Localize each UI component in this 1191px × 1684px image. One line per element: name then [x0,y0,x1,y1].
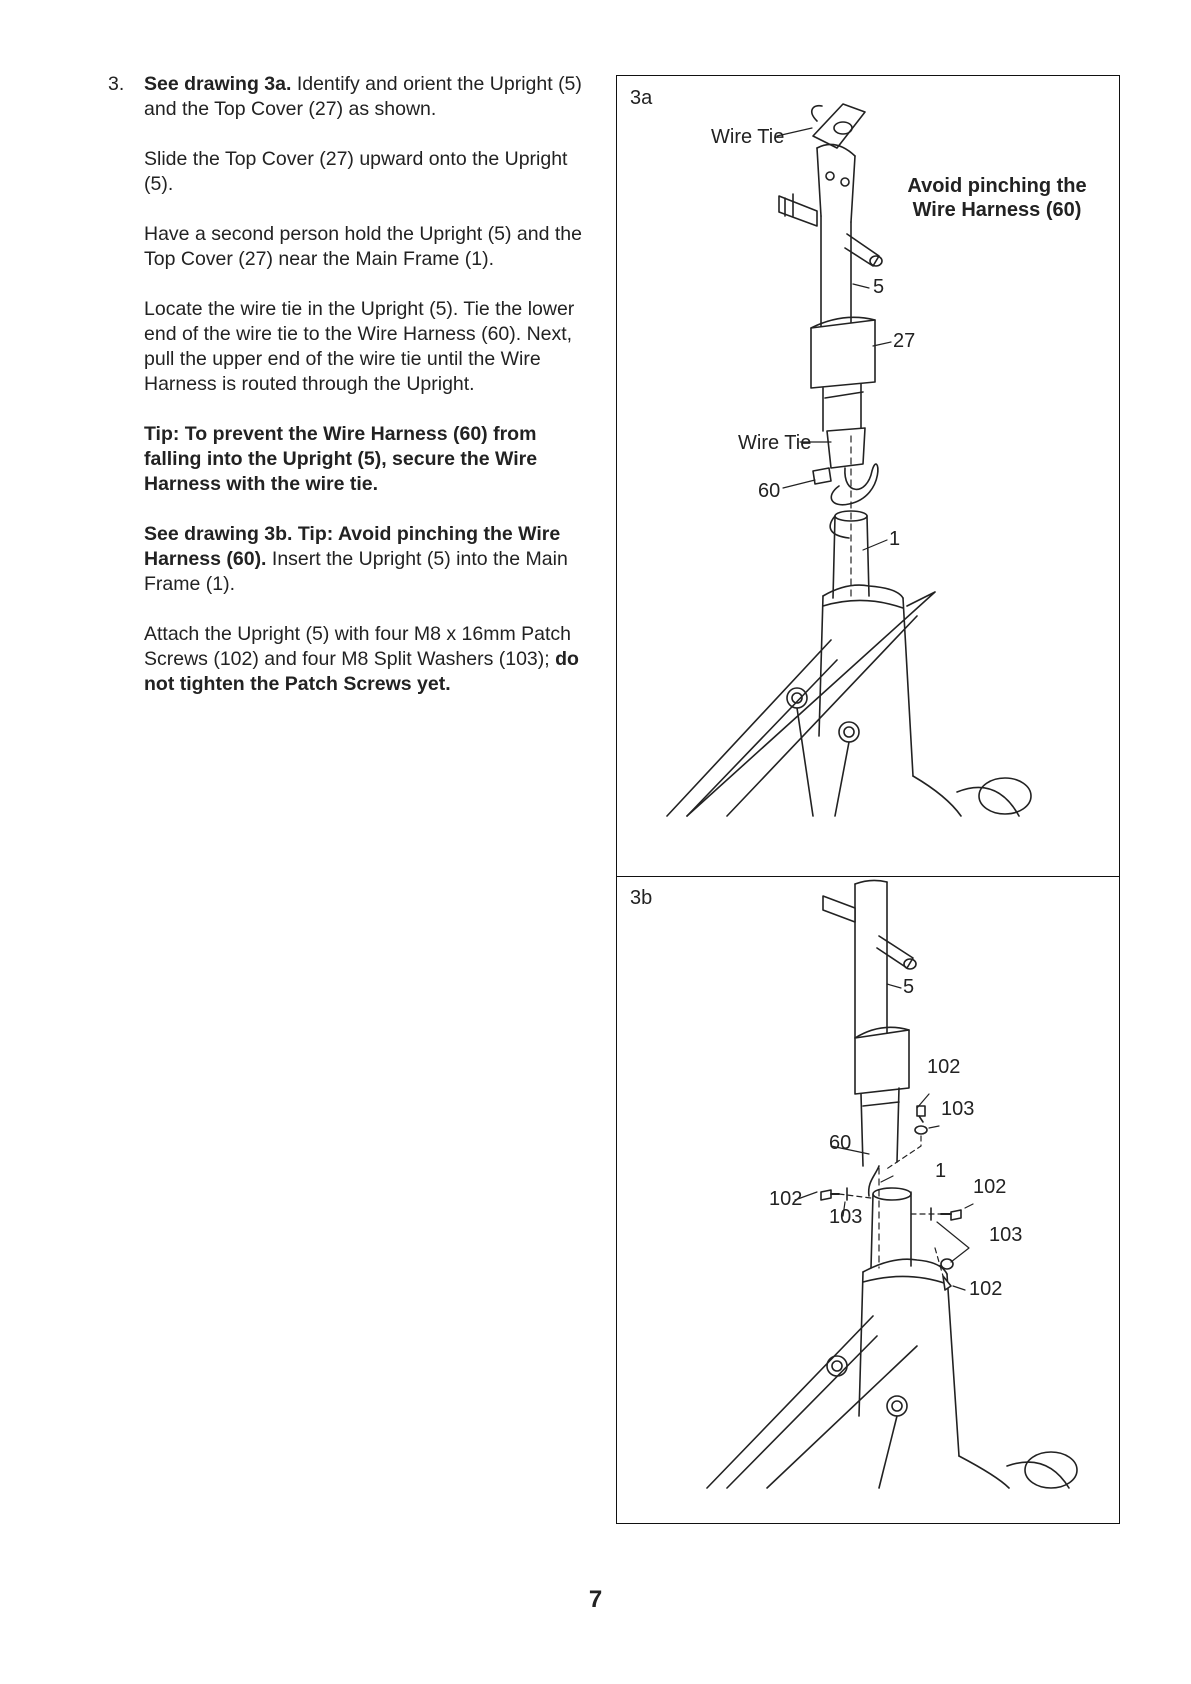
drawing-3b-label: 3b [630,887,653,909]
callout-part-1: 1 [889,528,901,550]
drawing-3a [617,76,1119,877]
assembly-figure [616,75,1120,1524]
callout-part-1: 1 [935,1160,947,1182]
drawing-3a-label: 3a [630,87,653,109]
callout-part-102-right: 102 [973,1176,1007,1198]
callout-part-102-left: 102 [769,1188,803,1210]
instruction-wire-tie: Locate the wire tie in the Upright (5). Tie the lower end of the wire tie to the Wire Harness (60). Next, pull the upper end of the wire tie until the Wire Harness is routed through the Upright. [144,298,575,395]
callout-wire-tie-lower: Wire Tie [738,432,812,454]
page-number: 7 [588,1586,603,1613]
patch-screw-right [941,1210,961,1220]
instruction-insert-upright: See drawing 3b. Tip: Avoid pinching the Wire Harness (60). Insert the Upright (5) into the Main Frame (1). [144,523,568,595]
callout-part-102-bottom: 102 [969,1278,1003,1300]
instruction-slide-cover: Slide the Top Cover (27) upward onto the Upright (5). [144,148,568,195]
callout-part-5: 5 [873,276,885,298]
callout-part-103-left: 103 [829,1206,863,1228]
instruction-ref-3a: See drawing 3a. [144,73,292,95]
instruction-second-person: Have a second person hold the Upright (5) and the Top Cover (27) near the Main Frame (1). [144,223,582,270]
warning-avoid-pinching: Avoid pinching the Wire Harness (60) [907,175,1087,221]
callout-part-102-top: 102 [927,1056,961,1078]
step-number: 3. [108,73,125,95]
drawing-3b-illustration [617,876,1121,1523]
callout-part-60: 60 [829,1132,852,1154]
callout-part-103-top: 103 [941,1098,975,1120]
drawing-3b [617,876,1119,1523]
instruction-identify: See drawing 3a. Identify and orient the Upright (5) and the Top Cover (27) as shown. [144,73,582,120]
instruction-attach-screws: Attach the Upright (5) with four M8 x 16mm Patch Screws (102) and four M8 Split Washers (103); do not tighten the Patch Screws yet. [144,623,579,695]
warning-do-not-tighten: do not tighten the Patch Screws yet. [144,648,579,695]
patch-screw-top [917,1106,925,1122]
patch-screw-left [821,1190,839,1200]
instruction-ref-3b: See drawing 3b. Tip: Avoid pinching the Wire Harness (60). [144,523,561,570]
step-instructions [144,72,584,722]
callout-part-103-right: 103 [989,1224,1023,1246]
callout-part-60: 60 [758,480,781,502]
callout-wire-tie-top: Wire Tie [711,126,785,148]
callout-part-27: 27 [893,330,916,352]
tip-wire-harness: Tip: To prevent the Wire Harness (60) from falling into the Upright (5), secure the Wire Harness with the wire tie. [144,423,538,495]
callout-part-5: 5 [903,976,915,998]
